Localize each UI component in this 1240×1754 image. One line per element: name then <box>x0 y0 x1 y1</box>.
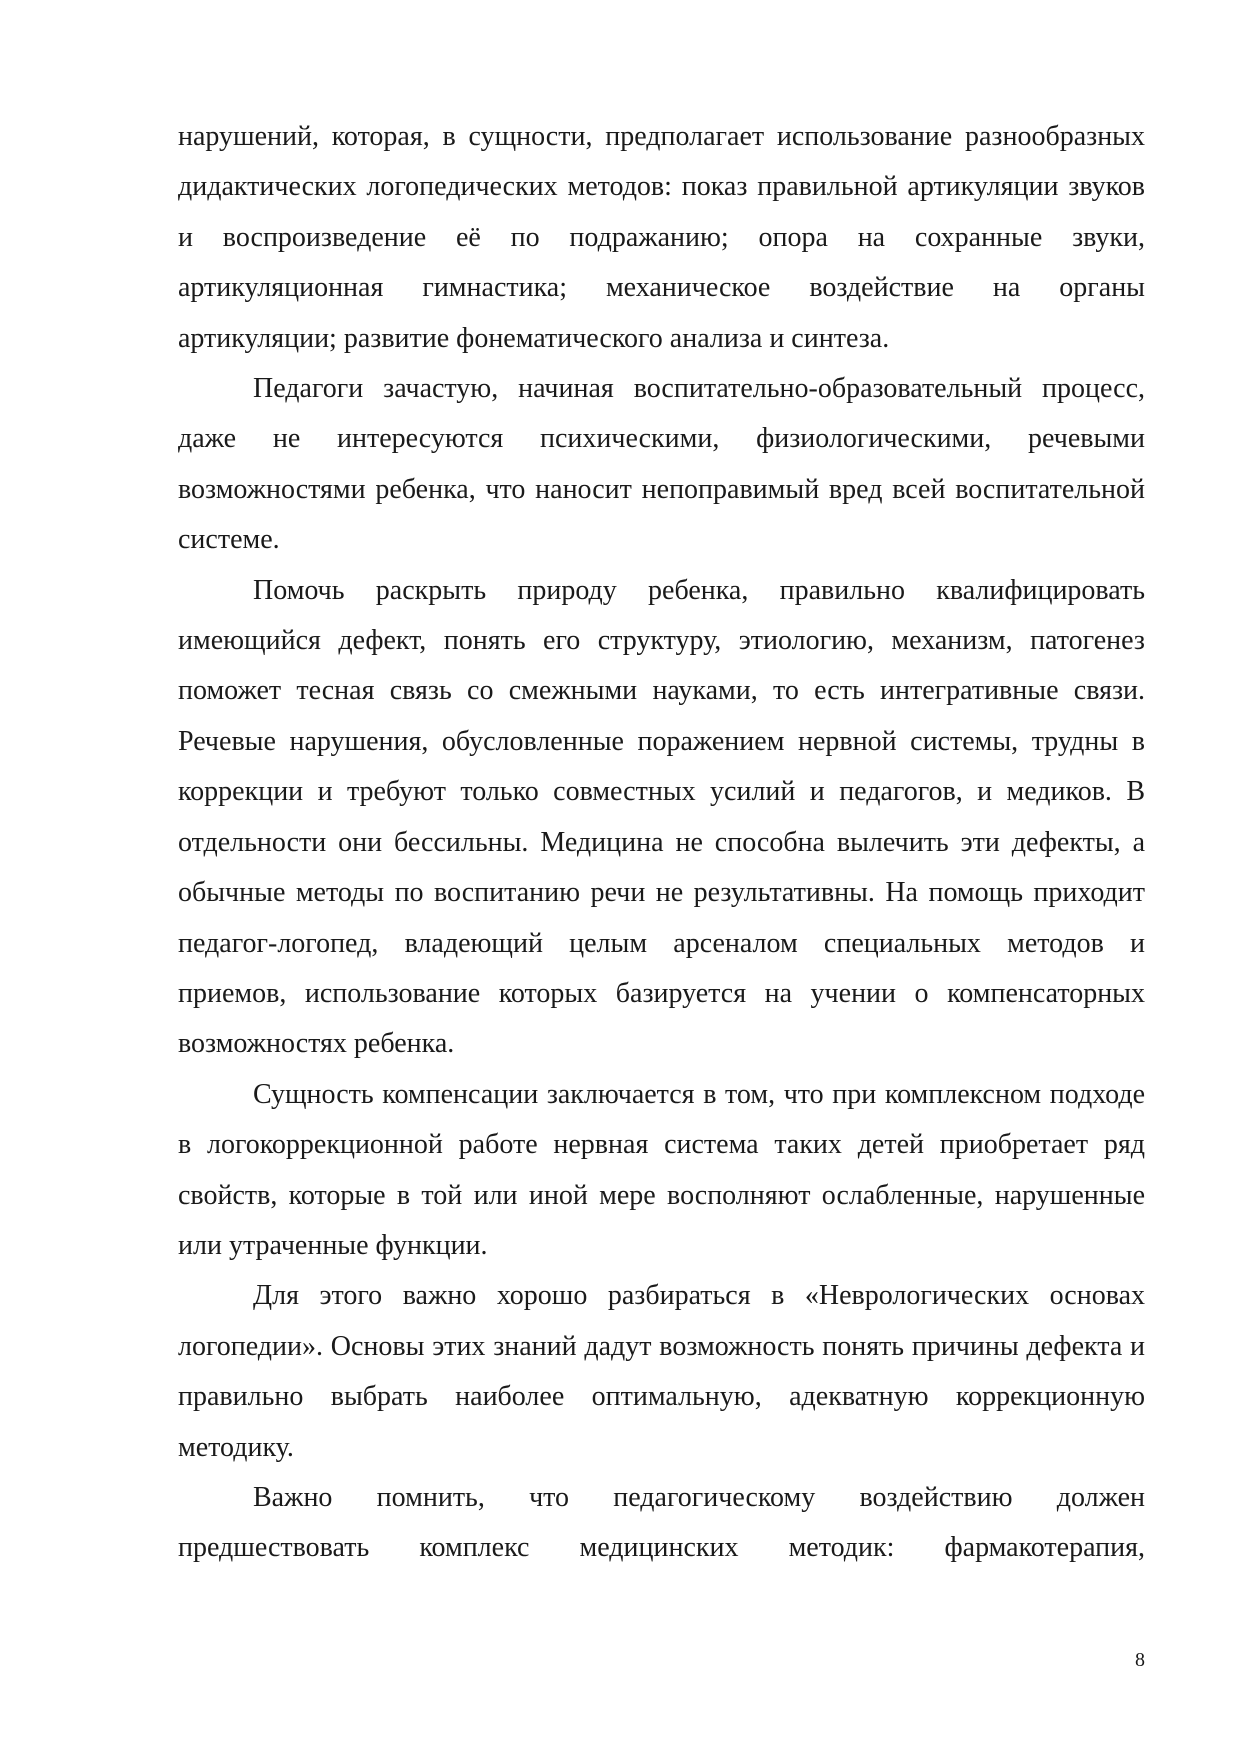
paragraph-medical-methods: Важно помнить, что педагогическому воздействию должен предшествовать комплекс медицинских методик: фармакотерапия, <box>178 1481 1145 1564</box>
paragraph-compensation: Сущность компенсации заключается в том, что при комплексном подходе в логокоррекционной работе нервная система таких детей приобретает ряд свойств, которые в той или иной мере восполняют ослабленные, нарушенные или утраченные функции. <box>178 1078 1145 1261</box>
paragraph-teachers: Педагоги зачастую, начиная воспитательно-образовательный процесс, даже не интересуются психическими, физиологическими, речевыми возможностями ребенка, что наносит непоправимый вред всей воспитательной системе. <box>178 373 1145 556</box>
body-text <box>178 112 1145 1574</box>
paragraph-neurological-basics: Для этого важно хорошо разбираться в «Неврологических основах логопедии». Основы этих знаний дадут возможность понять причины дефекта и правильно выбрать наиболее оптимальную, адекватную коррекционную методику. <box>178 1280 1145 1463</box>
page-number: 8 <box>1135 1649 1145 1671</box>
paragraph-continuation: нарушений, которая, в сущности, предполагает использование разнообразных дидактических логопедических методов: показ правильной артикуляции звуков и воспроизведение её по подражанию; опора на сохранные звуки, артикуляционная гимнастика; механическое воздействие на органы артикуляции; развитие фонематического анализа и синтеза. <box>178 121 1145 354</box>
paragraph-integrative-links: Помочь раскрыть природу ребенка, правильно квалифицировать имеющийся дефект, понять его структуру, этиологию, механизм, патогенез поможет тесная связь со смежными науками, то есть интегративные связи. Речевые нарушения, обусловленные поражением нервной системы, трудны в коррекции и требуют только совместных усилий и педагогов, и медиков. В отдельности они бессильны. Медицина не способна вылечить эти дефекты, а обычные методы по воспитанию речи не результативны. На помощь приходит педагог-логопед, владеющий целым арсеналом специальных методов и приемов, использование которых базируется на учении о компенсаторных возможностях ребенка. <box>178 574 1145 1060</box>
